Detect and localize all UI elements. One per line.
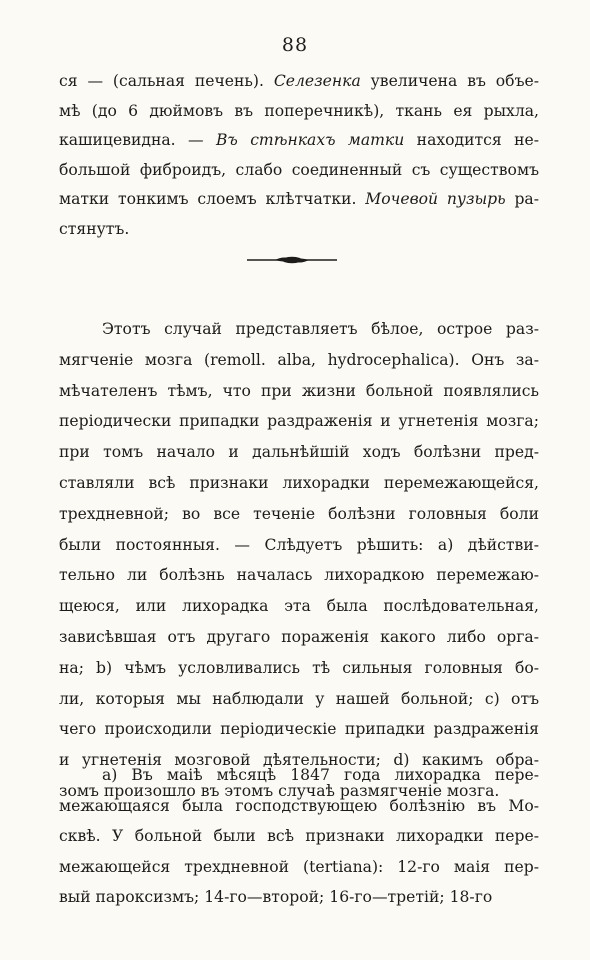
text-line [59, 882, 539, 913]
text-run: ра- [505, 190, 539, 208]
text-run: и угнетенія мозговой дѣятельности; d) какимъ обра- [59, 751, 539, 770]
italic-term: Мочевой пузырь [365, 190, 506, 208]
paragraph-autopsy-conclusion [59, 67, 539, 244]
text-run: Этотъ случай представляетъ бѣлое, острое раз- [102, 320, 539, 338]
text-line [59, 530, 539, 561]
text-line [59, 714, 539, 745]
text-line [59, 215, 539, 245]
text-run: увеличена въ объе- [360, 72, 539, 90]
text-run: мѣ (до 6 дюймовъ въ поперечникѣ), ткань ея рыхла, [59, 101, 539, 120]
text-run: трехдневной; во все теченіе болѣзни головныя боли [59, 504, 539, 523]
text-line [59, 468, 539, 499]
text-run: матки тонкимъ слоемъ клѣтчатки. [59, 190, 366, 208]
text-run: ся — (сальная печень). [59, 72, 274, 90]
text-line [59, 437, 539, 468]
text-line [59, 406, 539, 437]
text-line [59, 791, 539, 822]
paragraph-case-discussion [59, 314, 539, 807]
paragraph-fever-history [59, 760, 539, 913]
text-line [59, 376, 539, 407]
text-run: зомъ произошло въ этомъ случаѣ размягченіе мозга. [59, 781, 500, 800]
text-run: зависѣвшая отъ другаго пораженія какого либо орга- [59, 627, 539, 646]
text-line [59, 591, 539, 622]
text-line [59, 684, 539, 715]
italic-term: Въ стѣнкахъ матки [215, 131, 405, 149]
text-run: мягченіе мозга (remoll. alba, hydrocephalica). Онъ за- [59, 350, 539, 369]
text-run: чего происходили періодическіе припадки раздраженія [59, 720, 539, 739]
text-run: находится не- [404, 131, 540, 149]
text-run: межающейся трехдневной (tertiana): 12-го маія пер- [59, 857, 539, 876]
text-run: кашицевидна. — [59, 131, 216, 149]
text-run: ли, которыя мы наблюдали у нашей больной; c) отъ [59, 689, 539, 708]
text-line [59, 314, 539, 345]
text-line [59, 499, 539, 530]
text-run: сквѣ. У больной были всѣ признаки лихорадки пере- [59, 827, 539, 845]
text-line [59, 185, 539, 215]
text-run: были постоянныя. — Слѣдуетъ рѣшить: а) дѣйстви- [59, 535, 539, 554]
text-line [59, 852, 539, 883]
text-run: при томъ начало и дальнѣйшій ходъ болѣзни пред- [59, 443, 539, 462]
text-run: большой фиброидъ, слабо соединенный съ существомъ [59, 160, 539, 179]
text-run: періодически припадки раздраженія и угнетенія мозга; [59, 412, 539, 431]
text-run: щеюся, или лихорадка эта была послѣдовательная, [59, 597, 539, 616]
text-line [59, 345, 539, 376]
text-line [59, 67, 539, 97]
page-number: 88 [281, 34, 309, 56]
text-run: ставляли всѣ признаки лихорадки перемежающейся, [59, 473, 539, 492]
text-run: а) Въ маіѣ мѣсяцѣ 1847 года лихорадка пере- [102, 766, 539, 784]
text-line [59, 622, 539, 653]
section-divider-ornament [245, 254, 339, 266]
text-line [59, 653, 539, 684]
text-run: вый пароксизмъ; 14-го—второй; 16-го—третій; 18-го [59, 888, 493, 906]
text-run: тельно ли болѣзнь началась лихорадкою перемежаю- [59, 566, 539, 585]
text-run: мѣчателенъ тѣмъ, что при жизни больной появлялись [59, 381, 539, 400]
text-line [59, 821, 539, 852]
text-run: межающаяся была господствующею болѣзнію въ Мо- [59, 796, 539, 815]
text-line [59, 156, 539, 186]
italic-term: Селезенка [273, 72, 361, 90]
text-run: стянутъ. [59, 219, 130, 238]
text-line [59, 97, 539, 127]
text-line [59, 760, 539, 791]
text-line [59, 560, 539, 591]
text-run: на; b) чѣмъ условливались тѣ сильныя головныя бо- [59, 658, 539, 677]
text-line [59, 126, 539, 156]
